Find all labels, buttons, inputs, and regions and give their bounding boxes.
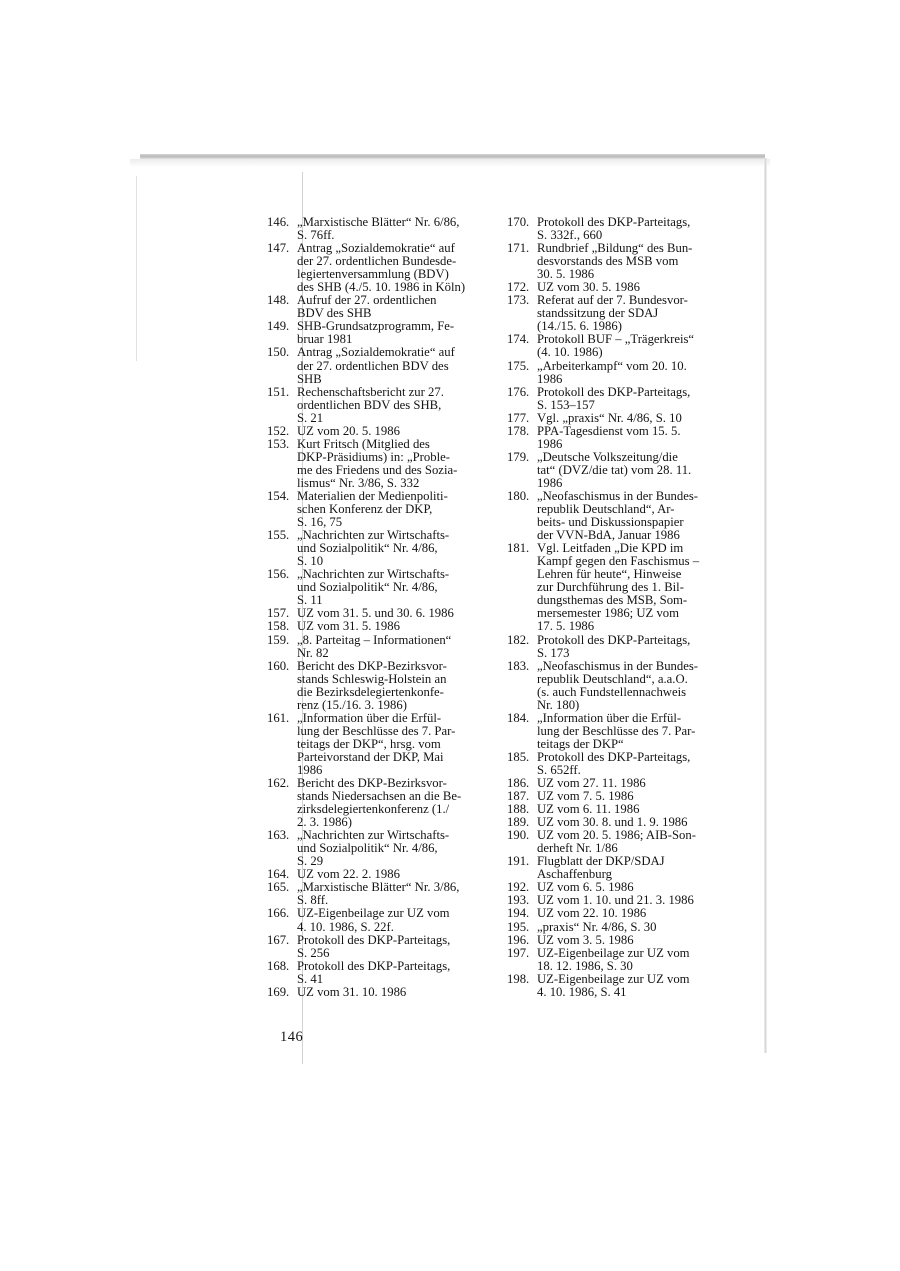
note-item xyxy=(267,216,495,242)
note-number: 176. xyxy=(507,384,530,399)
note-item xyxy=(267,829,495,868)
scan-edge-right xyxy=(764,158,767,1053)
note-text: Kurt Fritsch (Mitglied des DKP-Präsidiums) in: „Proble- me des Friedens und des Sozia- lismus“ Nr. 3/86, S. 332 xyxy=(297,436,458,490)
note-item xyxy=(507,360,739,386)
note-item xyxy=(507,542,739,633)
note-item xyxy=(267,620,495,633)
note-number: 185. xyxy=(507,749,530,764)
note-number: 147. xyxy=(267,241,290,256)
note-item xyxy=(267,438,495,490)
page-number: 146 xyxy=(280,1029,304,1045)
note-number: 190. xyxy=(507,828,530,843)
note-text: UZ vom 20. 5. 1986 xyxy=(297,423,400,438)
note-number: 162. xyxy=(267,776,290,791)
note-item xyxy=(507,333,739,359)
note-number: 156. xyxy=(267,567,290,582)
note-text: UZ vom 31. 5. und 30. 6. 1986 xyxy=(297,606,454,621)
note-number: 180. xyxy=(507,488,530,503)
note-number: 175. xyxy=(507,358,530,373)
note-text: Protokoll des DKP-Parteitags, S. 332f., 660 xyxy=(537,215,691,243)
note-text: UZ vom 22. 10. 1986 xyxy=(537,906,647,921)
note-number: 170. xyxy=(507,215,530,229)
scan-edge-left xyxy=(136,176,137,361)
note-number: 178. xyxy=(507,423,530,438)
note-number: 174. xyxy=(507,332,530,347)
note-number: 189. xyxy=(507,815,530,830)
note-item xyxy=(267,634,495,660)
note-text: UZ vom 1. 10. und 21. 3. 1986 xyxy=(537,893,694,908)
note-number: 159. xyxy=(267,632,290,647)
note-item xyxy=(507,386,739,412)
note-text: UZ vom 22. 2. 1986 xyxy=(297,867,400,882)
note-number: 168. xyxy=(267,958,290,973)
scan-edge-shadow xyxy=(130,159,770,167)
note-text: Protokoll des DKP-Parteitags, S. 153–157 xyxy=(537,384,691,412)
note-text: Protokoll BUF – „Trägerkreis“ (4. 10. 1986) xyxy=(537,332,695,360)
note-number: 191. xyxy=(507,854,530,869)
note-item xyxy=(507,907,739,920)
note-number: 181. xyxy=(507,541,530,556)
note-number: 165. xyxy=(267,880,290,895)
note-item xyxy=(267,320,495,346)
note-item xyxy=(507,412,739,425)
note-text: Referat auf der 7. Bundesvor- standssitzung der SDAJ (14./15. 6. 1986) xyxy=(537,293,688,334)
note-number: 158. xyxy=(267,619,290,634)
note-text: „Marxistische Blätter“ Nr. 6/86, S. 76ff. xyxy=(297,215,460,243)
note-number: 150. xyxy=(267,345,290,360)
note-number: 166. xyxy=(267,906,290,921)
note-item xyxy=(507,660,739,712)
note-text: „Deutsche Volkszeitung/die tat“ (DVZ/die tat) vom 28. 11. 1986 xyxy=(537,449,692,490)
note-text: SHB-Grundsatzprogramm, Fe- bruar 1981 xyxy=(297,319,455,347)
note-text: Bericht des DKP-Bezirksvor- stands Schleswig-Holstein an die Bezirksdelegiertenkonfe- renz (15./16. 3. 1986) xyxy=(297,658,447,712)
note-text: UZ-Eigenbeilage zur UZ vom 4. 10. 1986, S. 41 xyxy=(537,971,690,999)
note-number: 148. xyxy=(267,293,290,308)
note-number: 169. xyxy=(267,984,290,999)
note-item xyxy=(267,777,495,829)
note-number: 184. xyxy=(507,710,530,725)
note-text: UZ vom 6. 5. 1986 xyxy=(537,880,634,895)
note-text: Protokoll des DKP-Parteitags, S. 173 xyxy=(537,632,691,660)
note-text: UZ vom 31. 10. 1986 xyxy=(297,984,407,999)
note-item xyxy=(507,921,739,934)
note-number: 192. xyxy=(507,880,530,895)
note-item xyxy=(507,634,739,660)
note-text: Rundbrief „Bildung“ des Bun- desvorstands des MSB vom 30. 5. 1986 xyxy=(537,241,693,282)
note-text: „Nachrichten zur Wirtschafts- und Sozialpolitik“ Nr. 4/86, S. 29 xyxy=(297,828,450,869)
note-item xyxy=(507,451,739,490)
note-text: UZ vom 27. 11. 1986 xyxy=(537,776,646,791)
note-number: 155. xyxy=(267,528,290,543)
note-item xyxy=(507,947,739,973)
note-number: 194. xyxy=(507,906,530,921)
note-item xyxy=(507,712,739,751)
note-number: 193. xyxy=(507,893,530,908)
note-number: 196. xyxy=(507,932,530,947)
note-number: 187. xyxy=(507,789,530,804)
note-text: UZ vom 20. 5. 1986; AIB-Son- derheft Nr. 1/86 xyxy=(537,828,696,856)
note-number: 157. xyxy=(267,606,290,621)
note-number: 160. xyxy=(267,658,290,673)
note-item xyxy=(267,242,495,294)
note-text: „Information über die Erfül- lung der Beschlüsse des 7. Par- teitags der DKP“ xyxy=(537,710,696,751)
note-item xyxy=(267,881,495,907)
note-number: 183. xyxy=(507,658,530,673)
note-item xyxy=(267,960,495,986)
note-number: 186. xyxy=(507,776,530,791)
note-item xyxy=(267,529,495,568)
note-number: 154. xyxy=(267,488,290,503)
note-text: „Information über die Erfül- lung der Beschlüsse des 7. Par- teitags der DKP“, hrsg. vom Parteivorstand der DKP, Mai 1986 xyxy=(297,710,456,777)
note-text: Materialien der Medienpoliti- schen Konferenz der DKP, S. 16, 75 xyxy=(297,488,448,530)
note-item xyxy=(267,386,495,425)
note-text: UZ vom 3. 5. 1986 xyxy=(537,932,634,947)
note-item xyxy=(267,934,495,960)
note-text: UZ-Eigenbeilage zur UZ vom 18. 12. 1986, S. 30 xyxy=(537,945,690,973)
note-number: 195. xyxy=(507,919,530,934)
note-item xyxy=(507,242,739,281)
note-number: 177. xyxy=(507,410,530,425)
note-number: 152. xyxy=(267,423,290,438)
note-item xyxy=(507,751,739,777)
note-item xyxy=(267,490,495,529)
note-number: 171. xyxy=(507,241,530,256)
note-text: „Marxistische Blätter“ Nr. 3/86, S. 8ff. xyxy=(297,880,460,908)
note-item xyxy=(507,425,739,451)
notes-column-right xyxy=(507,216,739,999)
note-text: Protokoll des DKP-Parteitags, S. 652ff. xyxy=(537,749,691,777)
note-text: UZ vom 7. 5. 1986 xyxy=(537,789,634,804)
note-item xyxy=(267,986,495,999)
note-text: Protokoll des DKP-Parteitags, S. 256 xyxy=(297,932,451,960)
note-text: UZ vom 30. 5. 1986 xyxy=(537,280,640,295)
note-text: UZ vom 30. 8. und 1. 9. 1986 xyxy=(537,815,688,830)
note-text: Protokoll des DKP-Parteitags, S. 41 xyxy=(297,958,451,986)
note-number: 146. xyxy=(267,215,290,229)
note-number: 153. xyxy=(267,436,290,451)
note-number: 198. xyxy=(507,971,530,986)
note-item xyxy=(507,294,739,333)
note-item xyxy=(507,490,739,542)
note-number: 151. xyxy=(267,384,290,399)
note-number: 188. xyxy=(507,802,530,817)
note-text: „Neofaschismus in der Bundes- republik Deutschland“, Ar- beits- und Diskussionspapier der VVN-BdA, Januar 1986 xyxy=(537,488,699,543)
note-item xyxy=(267,660,495,712)
note-text: Bericht des DKP-Bezirksvor- stands Niedersachsen an die Be- zirksdelegiertenkonferenz (1./ 2. 3. 1986) xyxy=(297,776,462,830)
note-text: Aufruf der 27. ordentlichen BDV des SHB xyxy=(297,293,437,321)
note-text: Flugblatt der DKP/SDAJ Aschaffenburg xyxy=(537,854,665,882)
note-text: Antrag „Sozialdemokratie“ auf der 27. ordentlichen BDV des SHB xyxy=(297,345,455,386)
note-text: „Arbeiterkampf“ vom 20. 10. 1986 xyxy=(537,358,687,386)
note-item xyxy=(267,568,495,607)
note-text: Vgl. Leitfaden „Die KPD im Kampf gegen den Faschismus – Lehren für heute“, Hinweise zur Durchführung des 1. Bil- dungsthemas des MSB, Som- mersemester 1986; UZ vom 17. 5. 1986 xyxy=(537,541,700,634)
note-item xyxy=(267,346,495,385)
note-number: 164. xyxy=(267,867,290,882)
note-item xyxy=(267,294,495,320)
note-number: 179. xyxy=(507,449,530,464)
note-number: 163. xyxy=(267,828,290,843)
note-text: Vgl. „praxis“ Nr. 4/86, S. 10 xyxy=(537,410,682,425)
note-text: UZ vom 6. 11. 1986 xyxy=(537,802,640,817)
note-number: 161. xyxy=(267,710,290,725)
note-item xyxy=(507,216,739,242)
note-item xyxy=(507,973,739,999)
note-item xyxy=(267,712,495,777)
note-number: 149. xyxy=(267,319,290,334)
note-text: „Neofaschismus in der Bundes- republik Deutschland“, a.a.O. (s. auch Fundstellennachweis Nr. 180) xyxy=(537,658,699,712)
note-text: Antrag „Sozialdemokratie“ auf der 27. ordentlichen Bundesde- legiertenversammlung (BDV) des SHB (4./5. 10. 1986 in Köln) xyxy=(297,241,466,295)
note-text: „Nachrichten zur Wirtschafts- und Sozialpolitik“ Nr. 4/86, S. 11 xyxy=(297,567,450,608)
note-item xyxy=(267,425,495,438)
note-text: UZ-Eigenbeilage zur UZ vom 4. 10. 1986, S. 22f. xyxy=(297,906,450,934)
note-number: 197. xyxy=(507,945,530,960)
note-item xyxy=(507,855,739,881)
note-item xyxy=(507,934,739,947)
note-number: 172. xyxy=(507,280,530,295)
notes-column-left xyxy=(267,216,495,999)
note-number: 167. xyxy=(267,932,290,947)
note-item xyxy=(507,829,739,855)
note-item xyxy=(267,907,495,933)
note-text: PPA-Tagesdienst vom 15. 5. 1986 xyxy=(537,423,681,451)
note-text: UZ vom 31. 5. 1986 xyxy=(297,619,400,634)
note-text: Rechenschaftsbericht zur 27. ordentlichen BDV des SHB, S. 21 xyxy=(297,384,444,425)
note-text: „praxis“ Nr. 4/86, S. 30 xyxy=(537,919,657,934)
note-text: „8. Parteitag – Informationen“ Nr. 82 xyxy=(297,632,452,660)
note-number: 173. xyxy=(507,293,530,308)
note-number: 182. xyxy=(507,632,530,647)
note-text: „Nachrichten zur Wirtschafts- und Sozialpolitik“ Nr. 4/86, S. 10 xyxy=(297,528,450,569)
